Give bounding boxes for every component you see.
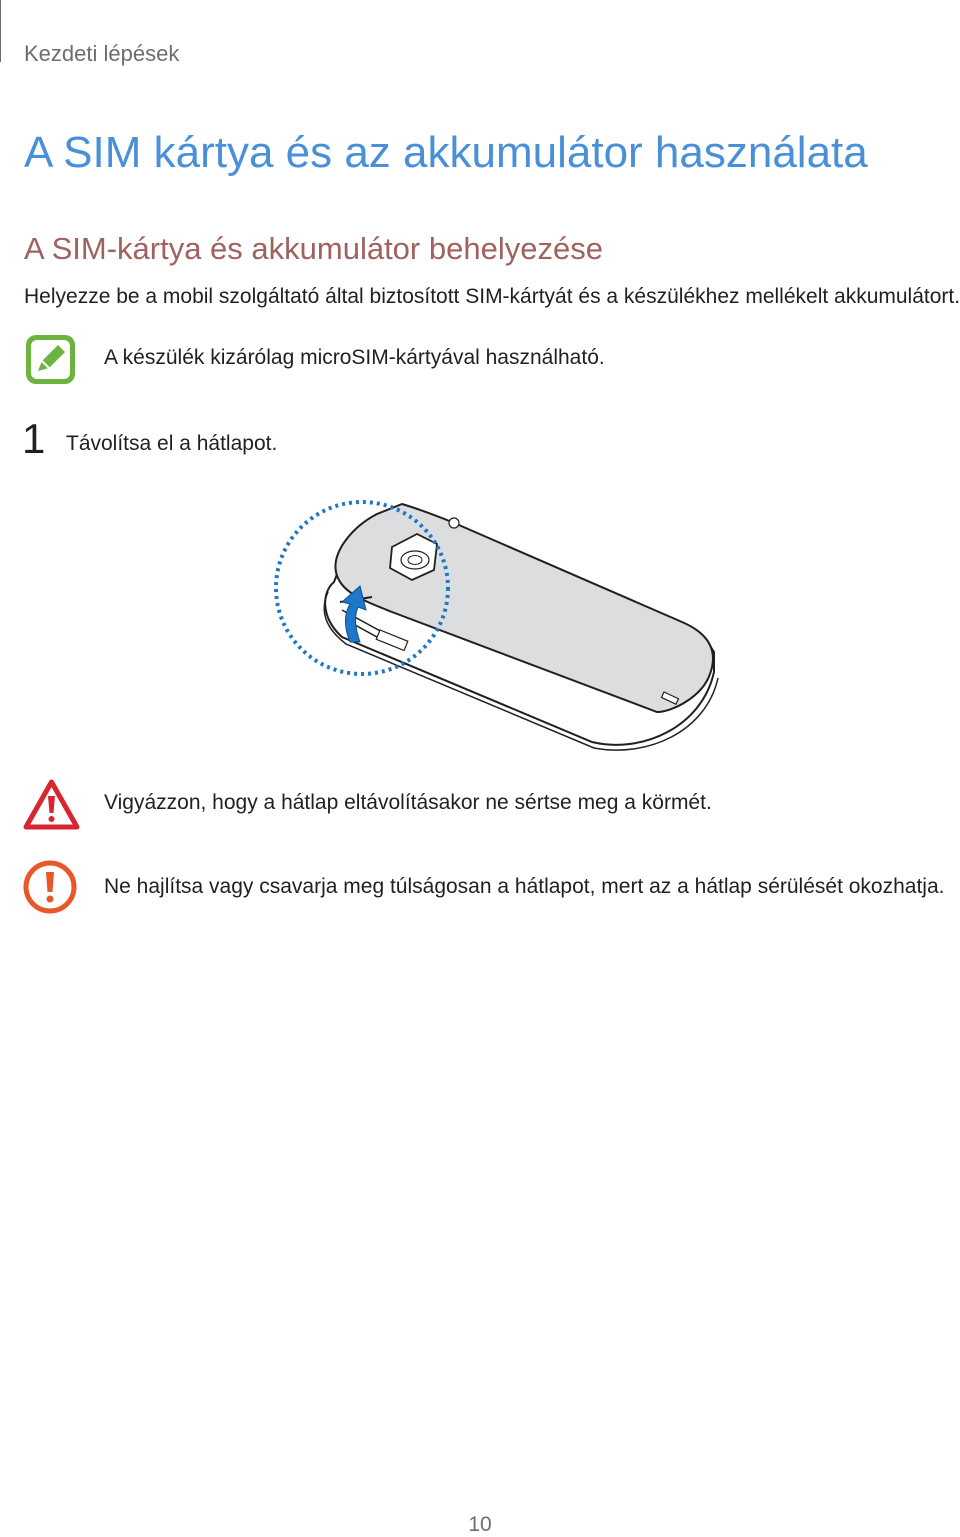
step-text: Távolítsa el a hátlapot. [66,432,278,455]
intro-paragraph: Helyezze be a mobil szolgáltató által biztosított SIM-kártyát és a készülékhez mellékelt akkumulátort. [24,285,960,308]
step-number: 1 [22,415,46,462]
page-corner-rule [0,0,1,62]
caution-circle-icon [23,860,77,914]
section-subtitle: A SIM-kártya és akkumulátor behelyezése [24,231,603,266]
page-number: 10 [468,1513,492,1536]
note-text: A készülék kizárólag microSIM-kártyával használható. [104,346,605,369]
section-label: Kezdeti lépések [24,41,180,66]
warning-text: Vigyázzon, hogy a hátlap eltávolításakor ne sértse meg a körmét. [104,791,712,814]
caution-text: Ne hajlítsa vagy csavarja meg túlságosan a hátlapot, mert az a hátlap sérülését okozhatja. [104,875,945,898]
warning-triangle-icon [23,779,80,831]
note-pen-icon [24,333,77,386]
phone-back-cover-illustration [262,492,724,752]
page-title: A SIM kártya és az akkumulátor használata [24,128,868,177]
